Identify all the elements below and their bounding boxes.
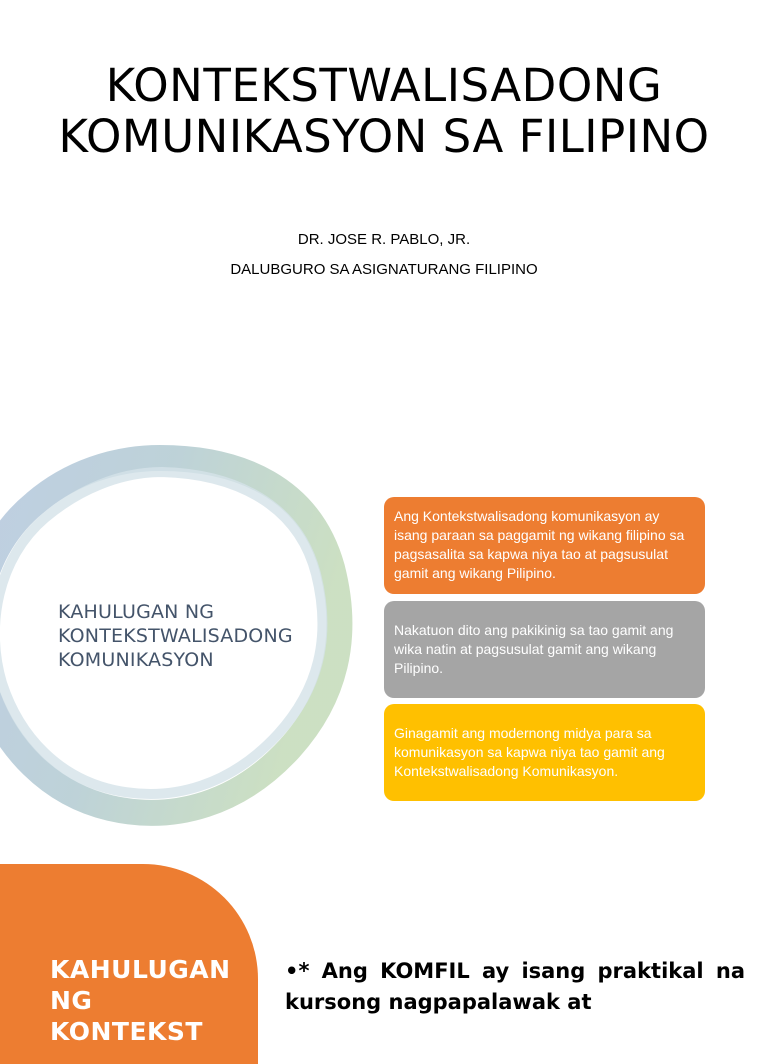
- komfil-slide: [0, 864, 768, 1046]
- bullet-marker: •: [285, 959, 299, 983]
- slide-title: KONTEKSTWALISADONG KOMUNIKASYON SA FILIPINO: [58, 59, 710, 163]
- panel-heading: KAHULUGAN NG KONTEKST: [50, 955, 231, 1046]
- definition-box-2: Nakatuon dito ang pakikinig sa tao gamit ang wika natin at pagsusulat gamit ang wikang Pilipino.: [384, 601, 705, 698]
- definition-box-1: Ang Kontekstwalisadong komunikasyon ay isang paraan sa paggamit ng wikang filipino sa pagsasalita sa kapwa niya tao at pagsusulat gamit ang wikang Pilipino.: [384, 497, 705, 594]
- bullet-item: [285, 956, 745, 1018]
- definition-slide: [0, 400, 768, 840]
- author-position: DALUBGURO SA ASIGNATURANG FILIPINO: [230, 261, 538, 278]
- section-heading: KAHULUGAN NG KONTEKSTWALISADONG KOMUNIKASYON: [58, 601, 293, 671]
- definition-box-3: Ginagamit ang modernong midya para sa komunikasyon sa kapwa niya tao gamit ang Kontekstwalisadong Komunikasyon.: [384, 704, 705, 801]
- title-slide: [0, 0, 768, 400]
- bullet-text: * Ang KOMFIL ay isang praktikal na kursong nagpapalawak at: [285, 959, 745, 1014]
- author-name: DR. JOSE R. PABLO, JR.: [297, 231, 471, 248]
